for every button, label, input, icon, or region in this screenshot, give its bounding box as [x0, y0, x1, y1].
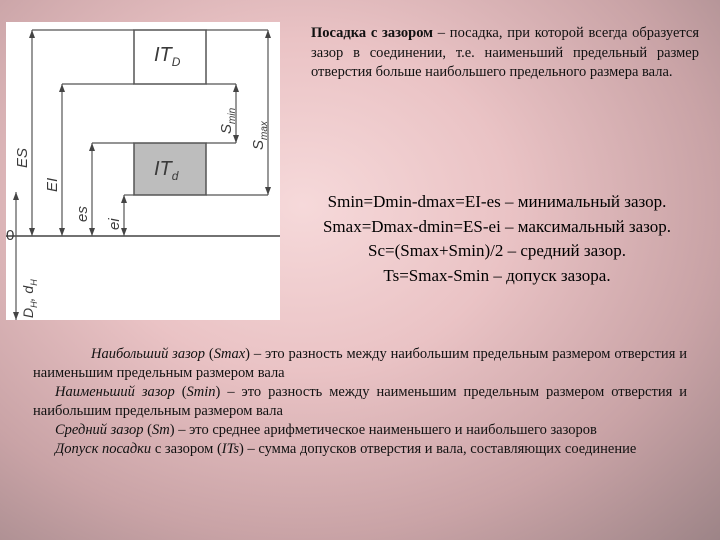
hole-tolerance-label: $IT_D$	[154, 44, 181, 69]
es-upper-label: ES	[14, 147, 31, 168]
formula-ts: Ts=Smax-Smin – допуск зазора.	[383, 265, 611, 285]
formula-smax: Smax=Dmax-dmin=ES-ei – максимальный зазор.	[322, 216, 672, 236]
tolerance-diagram	[6, 22, 280, 320]
definition-its: Допуск посадки с зазором (ITs) – сумма допусков отверстия и вала, составляющих соединение	[55, 441, 637, 457]
definition-text: – посадка, при которой всегда образуется зазор в соединении, т.е. наименьший предельный размер отверстия больше наибольшего предельного размера вала.	[311, 25, 699, 80]
definition-smin: Наименьший зазор (Smin) – это разность между наименьшим предельным размером отверстия и наибольшим предельным размером вала	[33, 384, 687, 419]
definitions-list	[33, 345, 687, 459]
shaft-tolerance-label: $IT_d$	[154, 158, 179, 183]
smax-label: $S_{max}$	[250, 121, 270, 150]
ei-lower-label: ei	[106, 218, 123, 230]
diagram-lines	[6, 22, 280, 320]
smin-label: $S_{min}$	[218, 107, 238, 134]
es-lower-label: es	[74, 206, 91, 222]
formula-block	[284, 190, 710, 288]
definition-term: Посадка с зазором	[311, 25, 434, 41]
definition-smax: Наибольший зазор (Smax) – это разность между наибольшим предельным размером отверстия и наименьшим предельным размером вала	[33, 346, 687, 381]
nominal-size-label: $D_H$, $d_H$	[20, 279, 39, 318]
ei-upper-label: EI	[44, 177, 61, 192]
formula-smin: Smin=Dmin-dmax=EI-es – минимальный зазор.	[327, 192, 667, 211]
clearance-fit-definition	[311, 24, 699, 83]
definition-sm: Средний зазор (Sm) – это среднее арифметическое наименьшего и наибольшего зазоров	[55, 422, 597, 438]
zero-label: 0	[6, 227, 15, 244]
formula-sc: Sc=(Smax+Smin)/2 – средний зазор.	[367, 241, 627, 260]
